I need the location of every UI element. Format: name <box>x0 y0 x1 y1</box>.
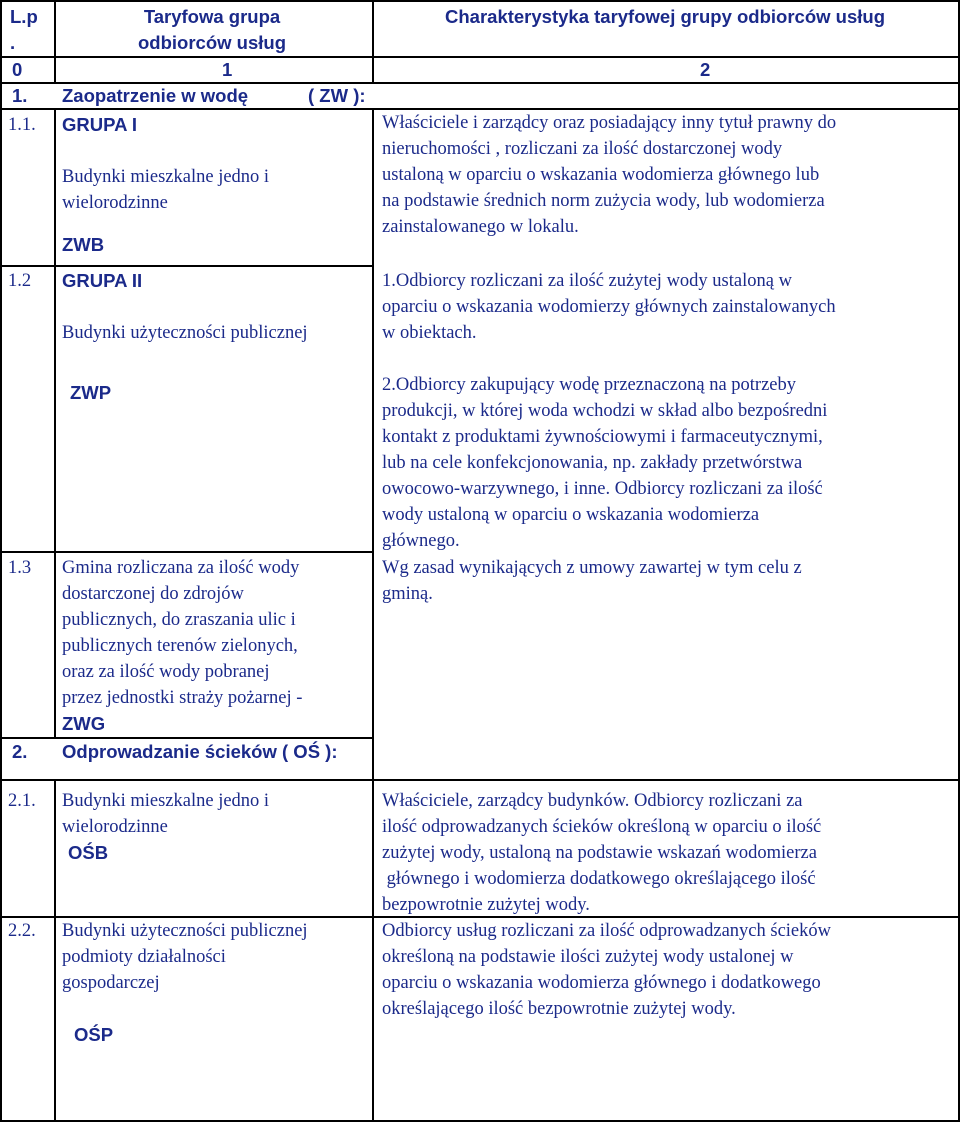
column-divider <box>372 0 374 82</box>
row-1-1-characteristics: Właściciele i zarządcy oraz posiadający inny tytuł prawny do nieruchomości , rozliczani za ilość dostarczonej wody ustaloną w oparciu o wskazania wodomierza głównego lub na podstawie średnich norm zużycia wody, lub wodomierza zainstalowanego w lokalu. <box>382 113 837 237</box>
row-1-3-lp: 1.3 <box>8 558 32 578</box>
column-number-1: 1 <box>222 59 233 80</box>
row-divider <box>0 56 960 58</box>
column-number-0: 0 <box>12 59 23 80</box>
row-1-3-characteristics: Wg zasad wynikających z umowy zawartej w tym celu z gminą. <box>382 558 802 604</box>
table-border-bottom <box>0 1120 960 1122</box>
row-1-1-lp: 1.1. <box>8 115 36 135</box>
row-1-2-group: GRUPA II Budynki użyteczności publicznej ZWP <box>62 270 308 403</box>
row-divider <box>0 779 960 781</box>
section-1-title: Zaopatrzenie w wodę <box>62 85 249 106</box>
column-divider <box>54 108 56 737</box>
section-1-number: 1. <box>12 85 28 106</box>
header-characteristics: Charakterystyka taryfowej grupy odbiorców usług <box>445 6 885 27</box>
section-2-title: Odprowadzanie ścieków <box>62 741 277 762</box>
row-1-1-group: GRUPA I Budynki mieszkalne jedno i wielorodzinne ZWB <box>62 114 270 255</box>
row-2-1-group: Budynki mieszkalne jedno i wielorodzinne OŚB <box>62 791 270 863</box>
column-divider <box>54 0 56 82</box>
column-divider <box>372 108 374 1122</box>
table-border-top <box>0 0 960 2</box>
header-group: Taryfowa grupa odbiorców usług <box>138 6 286 53</box>
row-2-2-lp: 2.2. <box>8 921 36 941</box>
header-lp: L.p . <box>10 6 38 53</box>
section-1-code: ( ZW ): <box>308 85 366 106</box>
row-1-2-lp: 1.2 <box>8 271 32 291</box>
column-divider <box>54 779 56 1122</box>
row-2-2-characteristics: Odbiorcy usług rozliczani za ilość odprowadzanych ścieków określoną na podstawie ilości zużytej wody ustalonej w oparciu o wskazania wodomierza głównego i dodatkowego określającego ilość bezpowrotnie zużytej wody. <box>382 921 831 1019</box>
row-2-1-characteristics: Właściciele, zarządcy budynków. Odbiorcy rozliczani za ilość odprowadzanych ścieków określoną w oparciu o ilość zużytej wody, ustaloną na podstawie wskazań wodomierza głównego i wodomierza dodatkowego określającego ilość bezpowrotnie zużytej wody. <box>382 791 822 915</box>
row-2-2-group: Budynki użyteczności publicznej podmioty działalności gospodarczej OŚP <box>62 921 308 1045</box>
row-1-2-characteristics-b: 2.Odbiorcy zakupujący wodę przeznaczoną na potrzeby produkcji, w której woda wchodzi w skład albo bezpośredni kontakt z produktami żywnościowymi i farmaceutycznymi, lub na cele konfekcjonowania, np. zakłady przetwórstwa owocowo-warzywnego, i inne. Odbiorcy rozliczani za ilość wody ustaloną w oparciu o wskazania wodomierza głównego. <box>382 375 828 551</box>
table-border-left <box>0 0 2 1122</box>
row-2-1-lp: 2.1. <box>8 791 36 811</box>
row-1-2-characteristics-a: 1.Odbiorcy rozliczani za ilość zużytej wody ustaloną w oparciu o wskazania wodomierzy głównych zainstalowanych w obiektach. <box>382 271 836 343</box>
section-2-number: 2. <box>12 741 28 762</box>
column-number-2: 2 <box>700 59 711 80</box>
row-1-3-group: Gmina rozliczana za ilość wody dostarczonej do zdrojów publicznych, do zraszania ulic i publicznych terenów zielonych, oraz za ilość wody pobranej przez jednostki straży pożarnej - ZWG <box>62 558 303 734</box>
section-2-code: ( OŚ ): <box>282 741 338 762</box>
